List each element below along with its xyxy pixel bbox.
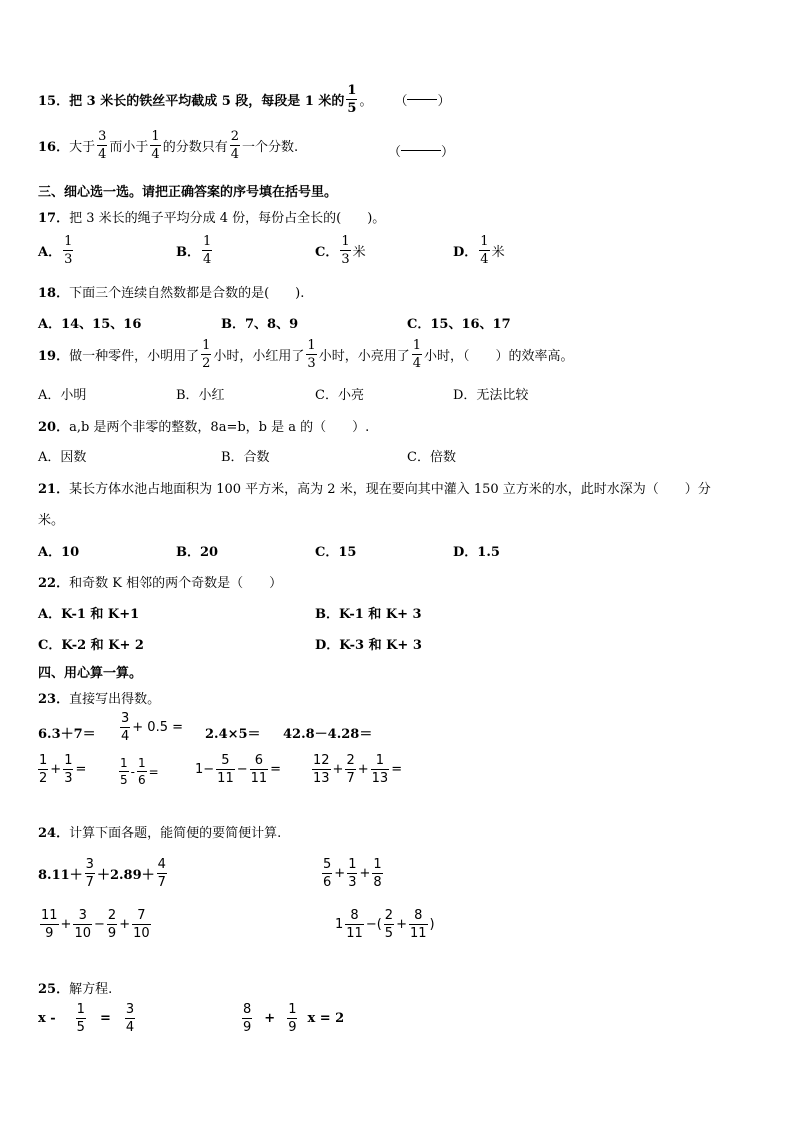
option-a[interactable]: A． $\frac{1}{3}$ — [38, 234, 73, 267]
question-16: 16． 大于 $\frac{3}{4}$ 而小于 $\frac{1}{4}$ 的分数只有 $\frac{2}{4}$ 一个分数. — [38, 129, 299, 162]
expression: 1 $\frac{8}{11}$ −( $\frac{2}{5}$ + $\frac{8}{11}$ ) — [335, 908, 435, 941]
fraction: $\frac{1}{5}$ — [347, 83, 357, 116]
expression: 8.11＋ $\frac{3}{7}$ ＋2.89＋ $\frac{4}{7}$ — [38, 857, 166, 890]
fraction: $\frac{3}{4}$ — [125, 1002, 135, 1035]
fraction: $\frac{3}{7}$ — [85, 857, 94, 890]
fraction: $\frac{1}{2}$ — [39, 753, 48, 786]
option-a[interactable]: A．K-1 和 K+1 — [38, 607, 140, 622]
equation: x - $\frac{1}{5}$ = $\frac{3}{4}$ — [38, 1002, 135, 1035]
question-22: 22． 和奇数 K 相邻的两个奇数是（ ） — [38, 576, 283, 591]
question-text: 把 3 米长的铁丝平均截成 5 段，每段是 1 米的 — [69, 94, 345, 109]
fraction: $\frac{1}{13}$ — [371, 753, 389, 786]
option-b[interactable]: B． $\frac{1}{4}$ — [176, 234, 212, 267]
fraction: $\frac{8}{11}$ — [346, 908, 363, 941]
option-b[interactable]: B．20 — [176, 545, 219, 560]
option-c[interactable]: C．倍数 — [407, 450, 456, 465]
question-23: 23． 直接写出得数。 — [38, 692, 161, 707]
question-19: 19． 做一种零件，小明用了 $\frac{1}{2}$ 小时，小红用了 $\frac{1}{3}$ 小时，小亮用了 $\frac{1}{4}$ 小时，（ ）的效率高。 — [38, 338, 574, 371]
fraction: $\frac{1}{8}$ — [373, 857, 382, 890]
fraction: $\frac{1}{3}$ — [64, 753, 73, 786]
answer-blank[interactable] — [407, 99, 437, 100]
expression: 42.8－4.28＝ — [283, 727, 373, 742]
option-b[interactable]: B．小红 — [176, 388, 225, 403]
fraction: $\frac{2}{5}$ — [384, 908, 394, 941]
fraction: $\frac{1}{3}$ — [64, 234, 73, 267]
answer-blank[interactable] — [401, 150, 441, 151]
fraction: $\frac{2}{9}$ — [107, 908, 117, 941]
option-a[interactable]: A．因数 — [38, 450, 87, 465]
question-25: 25． 解方程. — [38, 982, 113, 997]
option-d[interactable]: D．1.5 — [453, 545, 500, 560]
option-c[interactable]: C．小亮 — [315, 388, 364, 403]
question-20: 20． a,b 是两个非零的整数，8a=b，b 是 a 的（ ）. — [38, 420, 370, 435]
fraction: $\frac{1}{2}$ — [202, 338, 211, 371]
fraction: $\frac{1}{3}$ — [307, 338, 316, 371]
option-d[interactable]: D．K-3 和 K+ 3 — [315, 638, 422, 653]
expression: 2.4×5＝ — [205, 727, 261, 742]
question-21-cont: 米。 — [38, 513, 65, 528]
fraction: $\frac{3}{4}$ — [121, 711, 130, 744]
fraction: $\frac{1}{4}$ — [480, 234, 489, 267]
fraction: $\frac{6}{11}$ — [250, 753, 268, 786]
fraction: $\frac{8}{11}$ — [409, 908, 427, 941]
fraction: $\frac{12}{13}$ — [313, 753, 330, 786]
fraction: $\frac{1}{4}$ — [203, 234, 212, 267]
fraction: $\frac{3}{10}$ — [74, 908, 91, 941]
fraction: $\frac{4}{7}$ — [157, 857, 166, 890]
option-a[interactable]: A．10 — [38, 545, 80, 560]
question-number: 16． — [38, 140, 70, 155]
option-d[interactable]: D． $\frac{1}{4}$ 米 — [453, 234, 505, 267]
option-a[interactable]: A．小明 — [38, 388, 87, 403]
option-b[interactable]: B．K-1 和 K+ 3 — [315, 607, 422, 622]
fraction: $\frac{1}{3}$ — [348, 857, 357, 890]
fraction: $\frac{1}{4}$ — [151, 129, 160, 162]
question-17: 17． 把 3 米长的绳子平均分成 4 份，每份占全长的( )。 — [38, 211, 386, 226]
expression: 6.3＋7＝ — [38, 727, 96, 742]
option-d[interactable]: D．无法比较 — [453, 388, 529, 403]
section-heading-3: 三、细心选一选。请把正确答案的序号填在括号里。 — [38, 185, 338, 200]
fraction: $\frac{1}{3}$ — [341, 234, 350, 267]
question-number: 15． — [38, 94, 70, 109]
question-21: 21． 某长方体水池占地面积为 100 平方米，高为 2 米，现在要向其中灌入 150 立方米的水，此时水深为（ ）分 — [38, 482, 711, 497]
fraction: $\frac{1}{6}$ — [137, 756, 146, 787]
expression: 1− $\frac{5}{11}$ − $\frac{6}{11}$ = — [195, 753, 282, 786]
question-15: 15． 把 3 米长的铁丝平均截成 5 段，每段是 1 米的 $\frac{1}{5}$ 。 （ ） — [38, 83, 451, 116]
expression: $\frac{1}{2}$ + $\frac{1}{3}$ = — [39, 753, 87, 786]
fraction: $\frac{5}{11}$ — [217, 753, 234, 786]
option-b[interactable]: B．7、8、9 — [221, 317, 299, 332]
fraction: $\frac{7}{10}$ — [133, 908, 150, 941]
fraction: $\frac{2}{7}$ — [346, 753, 355, 786]
option-c[interactable]: C．15 — [315, 545, 357, 560]
fraction: $\frac{3}{4}$ — [98, 129, 107, 162]
option-c[interactable]: C．K-2 和 K+ 2 — [38, 638, 144, 653]
question-16-answer: （ ） — [388, 145, 455, 160]
fraction: $\frac{1}{5}$ — [76, 1002, 85, 1035]
fraction: $\frac{1}{9}$ — [288, 1002, 297, 1035]
section-heading-4: 四、用心算一算。 — [38, 666, 143, 681]
fraction: $\frac{5}{6}$ — [323, 857, 332, 890]
fraction: $\frac{11}{9}$ — [41, 908, 58, 941]
fraction: $\frac{2}{4}$ — [230, 129, 239, 162]
expression: $\frac{11}{9}$ + $\frac{3}{10}$ − $\frac{2}{9}$ + $\frac{7}{10}$ — [41, 908, 150, 941]
equation: $\frac{8}{9}$ + $\frac{1}{9}$ x = 2 — [243, 1002, 345, 1035]
expression: $\frac{3}{4}$ + 0.5 = — [121, 711, 184, 744]
option-b[interactable]: B．合数 — [221, 450, 270, 465]
fraction: $\frac{1}{4}$ — [412, 338, 421, 371]
option-c[interactable]: C． $\frac{1}{3}$ 米 — [315, 234, 366, 267]
expression: $\frac{12}{13}$ + $\frac{2}{7}$ + $\frac{1}{13}$ = — [313, 753, 403, 786]
question-18: 18． 下面三个连续自然数都是合数的是( ). — [38, 286, 305, 301]
question-24: 24． 计算下面各题，能简便的要简便计算. — [38, 826, 282, 841]
option-a[interactable]: A．14、15、16 — [38, 317, 142, 332]
expression: $\frac{1}{5}$ - $\frac{1}{6}$ = — [120, 756, 159, 787]
fraction: $\frac{8}{9}$ — [243, 1002, 252, 1035]
option-c[interactable]: C．15、16、17 — [407, 317, 511, 332]
expression: $\frac{5}{6}$ + $\frac{1}{3}$ + $\frac{1}{8}$ — [323, 857, 382, 890]
fraction: $\frac{1}{5}$ — [120, 756, 128, 787]
